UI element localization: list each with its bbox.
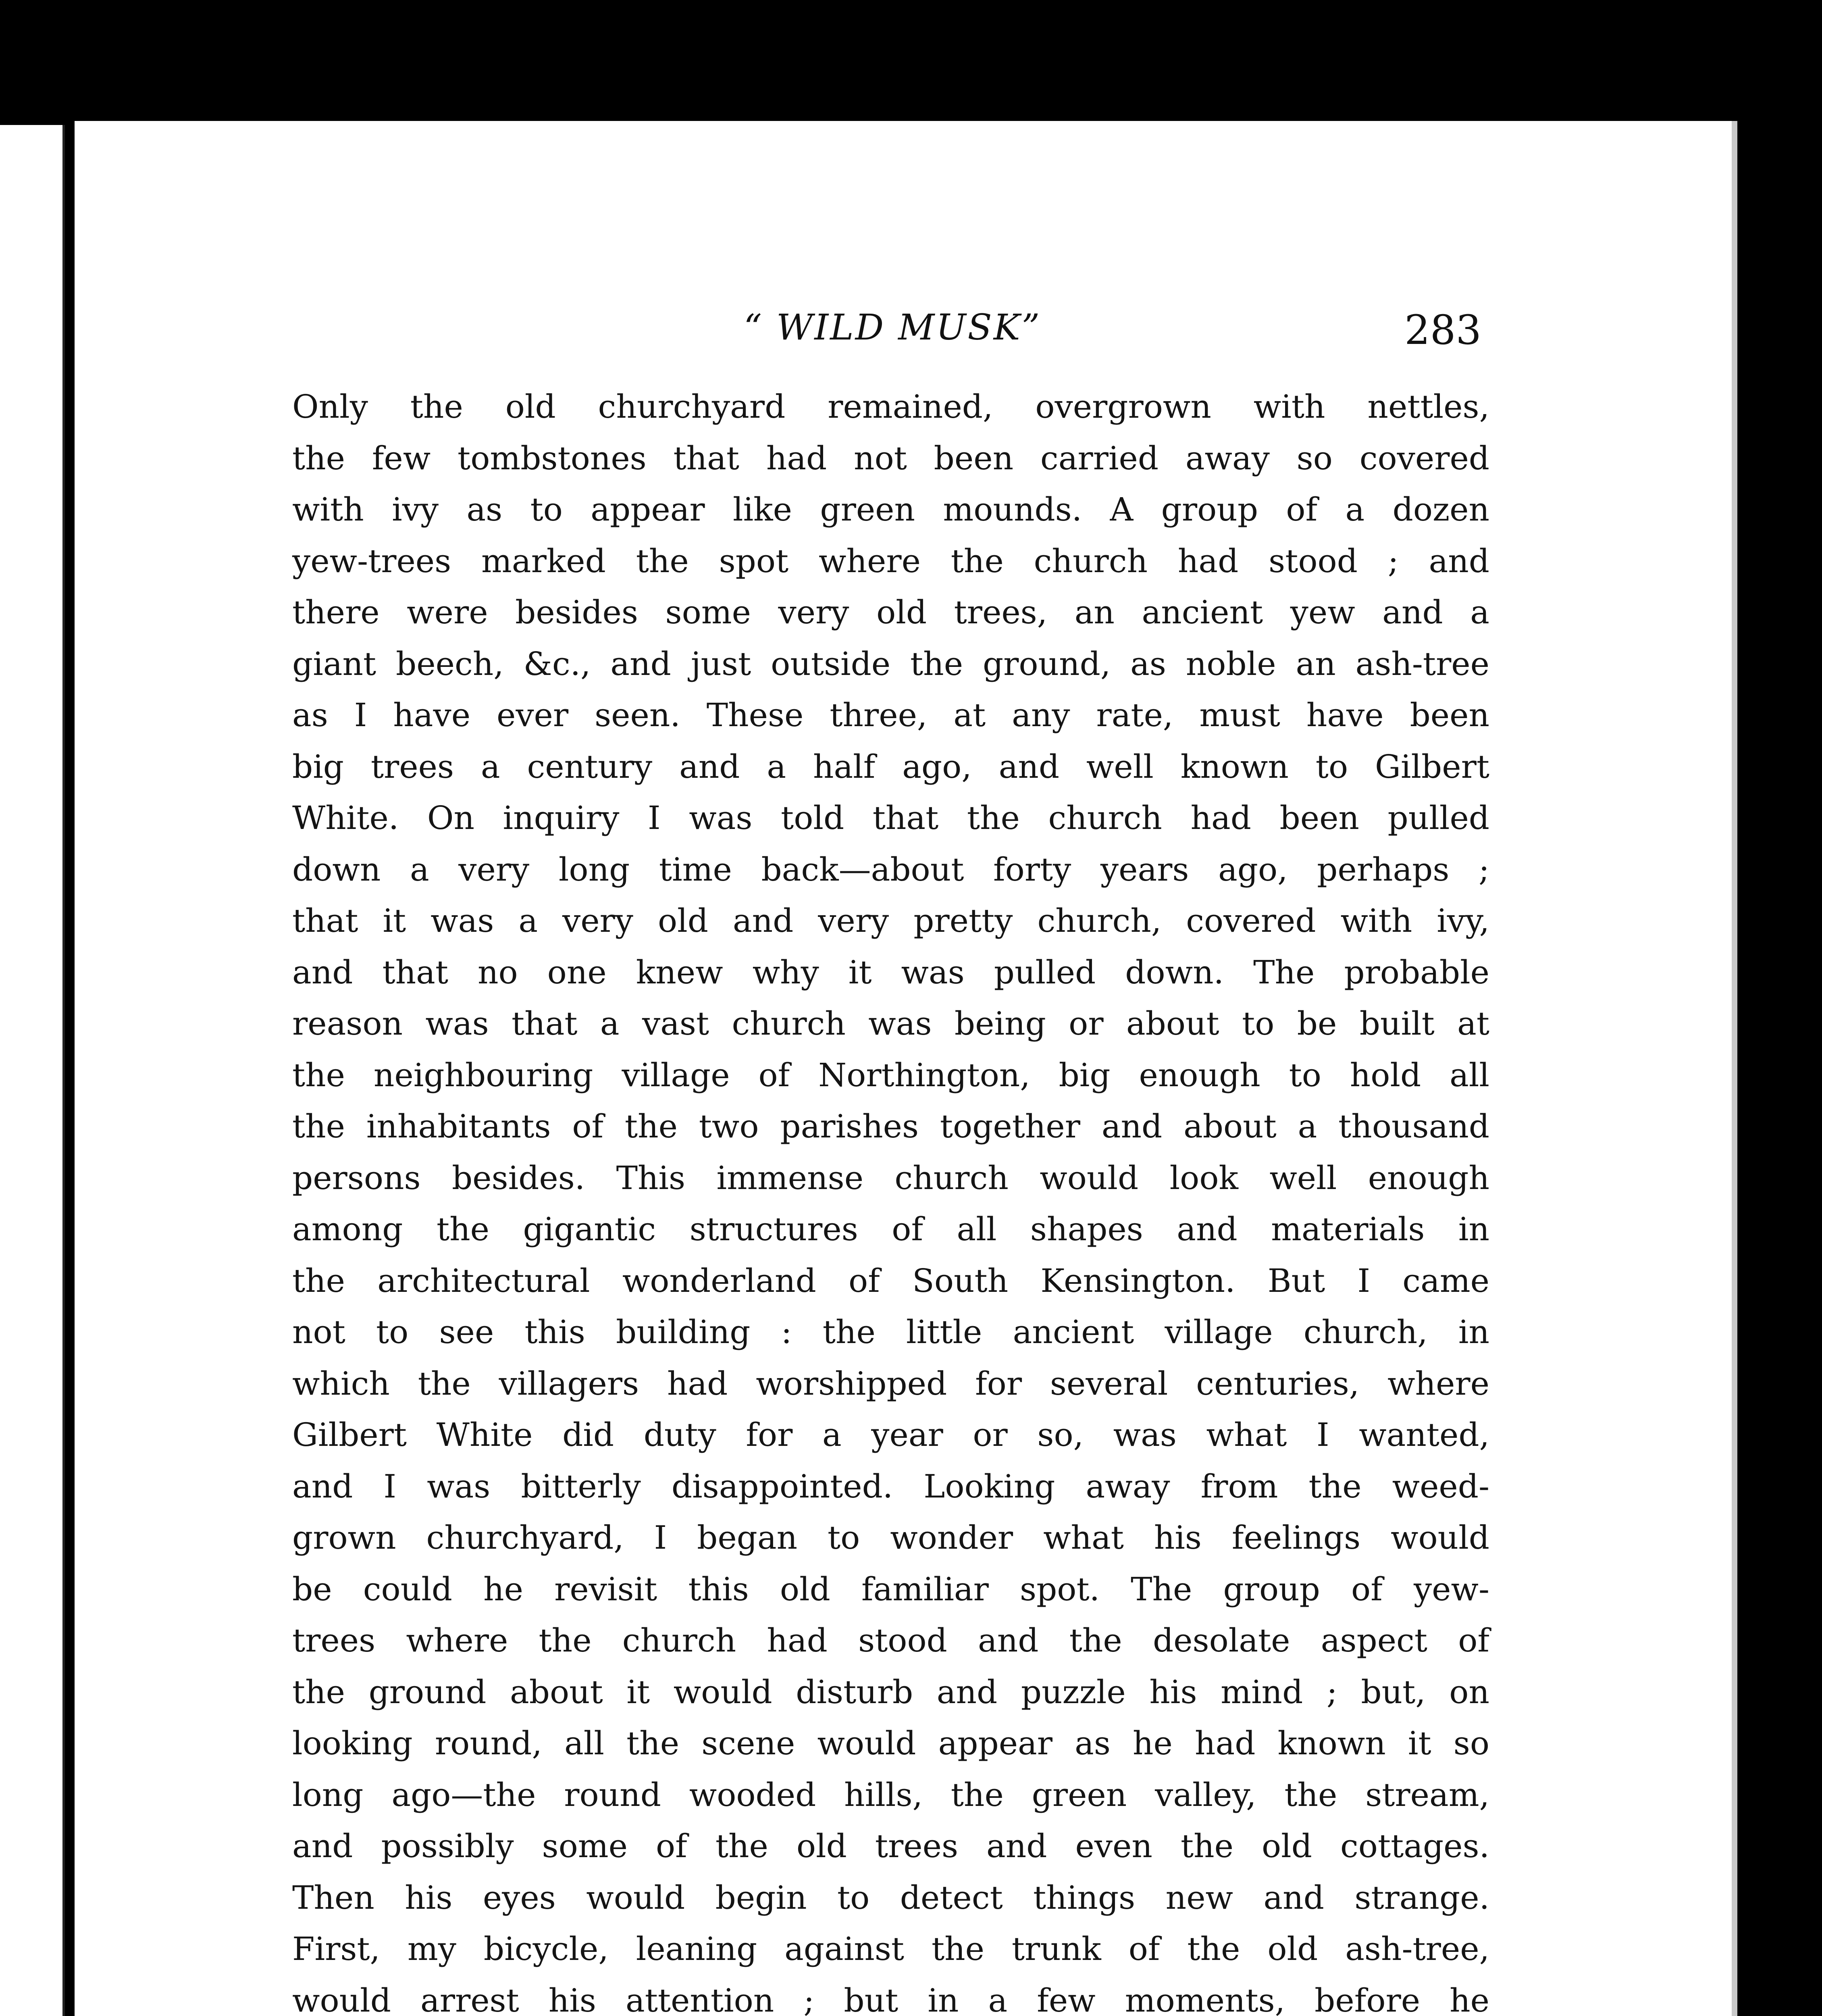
text-line: the few tombstones that had not been carried away so covered — [292, 439, 1489, 477]
text-line: long ago—the round wooded hills, the green valley, the stream, — [292, 1776, 1489, 1814]
text-line: reason was that a vast church was being or about to be built at — [292, 1005, 1489, 1042]
text-line: as I have ever seen. These three, at any rate, must have been — [292, 696, 1489, 734]
text-line: down a very long time back—about forty years ago, perhaps ; — [292, 850, 1489, 888]
text-line: there were besides some very old trees, an ancient yew and a — [292, 594, 1489, 631]
text-line: trees where the church had stood and the desolate aspect of — [292, 1622, 1489, 1659]
text-line: Only the old churchyard remained, overgrown with nettles, — [292, 388, 1489, 425]
text-line: the inhabitants of the two parishes together and about a thousand — [292, 1108, 1489, 1145]
text-line: and I was bitterly disappointed. Looking away from the weed- — [292, 1467, 1489, 1505]
text-line: the ground about it would disturb and puzzle his mind ; but, on — [292, 1673, 1489, 1711]
text-line: giant beech, &c., and just outside the ground, as noble an ash-tree — [292, 645, 1489, 683]
text-line: White. On inquiry I was told that the church had been pulled — [292, 799, 1489, 837]
text-line: which the villagers had worshipped for several centuries, where — [292, 1364, 1489, 1402]
text-line: yew-trees marked the spot where the church had stood ; and — [292, 542, 1489, 580]
text-line: Then his eyes would begin to detect things new and strange. — [292, 1879, 1489, 1916]
text-line: big trees a century and a half ago, and well known to Gilbert — [292, 748, 1489, 785]
text-line: the architectural wonderland of South Kensington. But I came — [292, 1262, 1489, 1300]
body-text — [292, 381, 1489, 2016]
text-line: be could he revisit this old familiar spot. The group of yew- — [292, 1570, 1489, 1608]
text-line: the neighbouring village of Northington, big enough to hold all — [292, 1056, 1489, 1094]
book-page — [75, 121, 1737, 2016]
page-number: 283 — [1404, 306, 1481, 354]
text-line: looking round, all the scene would appear as he had known it so — [292, 1724, 1489, 1762]
running-title: “ WILD MUSK” — [744, 306, 1042, 348]
text-line: First, my bicycle, leaning against the trunk of the old ash-tree, — [292, 1930, 1489, 1968]
text-line: would arrest his attention ; but in a few moments, before he — [292, 1981, 1489, 2016]
text-line: and that no one knew why it was pulled down. The probable — [292, 953, 1489, 991]
text-line: persons besides. This immense church would look well enough — [292, 1159, 1489, 1197]
text-line: grown churchyard, I began to wonder what his feelings would — [292, 1519, 1489, 1556]
text-line: with ivy as to appear like green mounds. A group of a dozen — [292, 491, 1489, 528]
text-line: that it was a very old and very pretty church, covered with ivy, — [292, 902, 1489, 939]
text-line: not to see this building : the little ancient village church, in — [292, 1313, 1489, 1351]
running-head — [292, 298, 1493, 379]
text-line: and possibly some of the old trees and even the old cottages. — [292, 1827, 1489, 1865]
facing-page-edge — [0, 125, 65, 2016]
text-line: among the gigantic structures of all shapes and materials in — [292, 1210, 1489, 1248]
text-line: Gilbert White did duty for a year or so, was what I wanted, — [292, 1416, 1489, 1454]
